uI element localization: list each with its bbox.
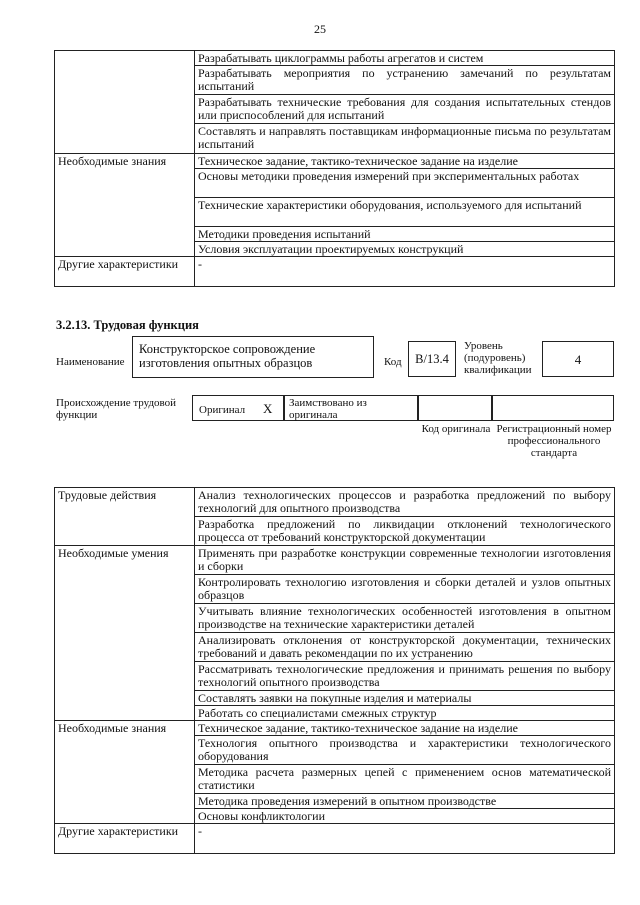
original-label: Оригинал [199,404,246,416]
table-label: Другие характеристики [55,824,195,854]
table-cell: Разрабатывать мероприятия по устранению замечаний по результатам испытаний [195,66,615,95]
name-label: Наименование [56,356,125,368]
table-cell: Методика расчета размерных цепей с применением основ математической статистики [195,765,615,794]
function-name: Конструкторское сопровождение изготовления опытных образцов [139,342,316,370]
table-cell: Рассматривать технологические предложения и принимать решения по выбору технологий опытного производства [195,662,615,691]
table-cell: Составлять заявки на покупные изделия и материалы [195,691,615,706]
borrowed-box [284,395,418,421]
level-value: 4 [574,352,582,367]
table-cell: Учитывать влияние технологических особенностей изготовления в опытном производстве на технические характеристики деталей [195,604,615,633]
reg-number-caption: Регистрационный номер профессионального стандарта [496,423,612,459]
code-original-caption: Код оригинала [421,423,491,435]
code-label: Код [384,356,402,368]
table-cell: - [195,824,615,854]
code-value: В/13.4 [415,352,449,366]
table-cell: Составлять и направлять поставщикам информационные письма по результатам испытаний [195,124,615,154]
level-box [542,341,614,377]
borrowed-label: Заимствовано из оригинала [289,397,367,421]
table-cell: Контролировать технологию изготовления и сборки деталей и узлов опытных образцов [195,575,615,604]
table-cell: Разрабатывать циклограммы работы агрегатов и систем [195,51,615,66]
table-label: Необходимые знания [55,721,195,824]
original-mark: X [263,401,273,416]
section-title: 3.2.13. Трудовая функция [56,318,199,332]
table-cell: Методики проведения испытаний [195,227,615,242]
table-cell: Методика проведения измерений в опытном производстве [195,794,615,809]
table-cell: Разрабатывать технические требования для создания испытательных стендов или приспособлений для испытаний [195,95,615,124]
original-box [192,395,284,421]
table-label: Необходимые знания [55,154,195,257]
table-cell: Основы конфликтологии [195,809,615,824]
reg-number-box [492,395,614,421]
table-label: Необходимые умения [55,546,195,721]
table-cell: Анализировать отклонения от конструкторской документации, технических требований и давать рекомендации по их устранению [195,633,615,662]
top-skills-table [54,50,615,287]
page-number: 25 [314,22,326,36]
table-cell: Техническое задание, тактико-техническое задание на изделие [195,154,615,169]
code-original-box [418,395,492,421]
table-cell: Работать со специалистами смежных структур [195,706,615,721]
table-label: Трудовые действия [55,488,195,546]
code-box [408,341,456,377]
table-label [55,51,195,154]
table-cell: Технические характеристики оборудования, используемого для испытаний [195,198,615,227]
table-cell: Анализ технологических процессов и разработка предложений по выбору технологий для опытного производства [195,488,615,517]
function-details-table [54,487,615,854]
function-name-box [132,336,374,378]
table-label: Другие характеристики [55,257,195,287]
table-cell: Основы методики проведения измерений при экспериментальных работах [195,169,615,198]
level-label: Уровень (подуровень) квалификации [464,340,532,376]
origin-label: Происхождение трудовой функции [56,397,177,421]
table-cell: Применять при разработке конструкции современные технологии изготовления и сборки [195,546,615,575]
table-cell: Техническое задание, тактико-техническое задание на изделие [195,721,615,736]
table-cell: Технология опытного производства и характеристики технологического оборудования [195,736,615,765]
table-cell: - [195,257,615,287]
table-cell: Условия эксплуатации проектируемых конструкций [195,242,615,257]
table-cell: Разработка предложений по ликвидации отклонений технологического процесса от требований конструкторской документации [195,517,615,546]
